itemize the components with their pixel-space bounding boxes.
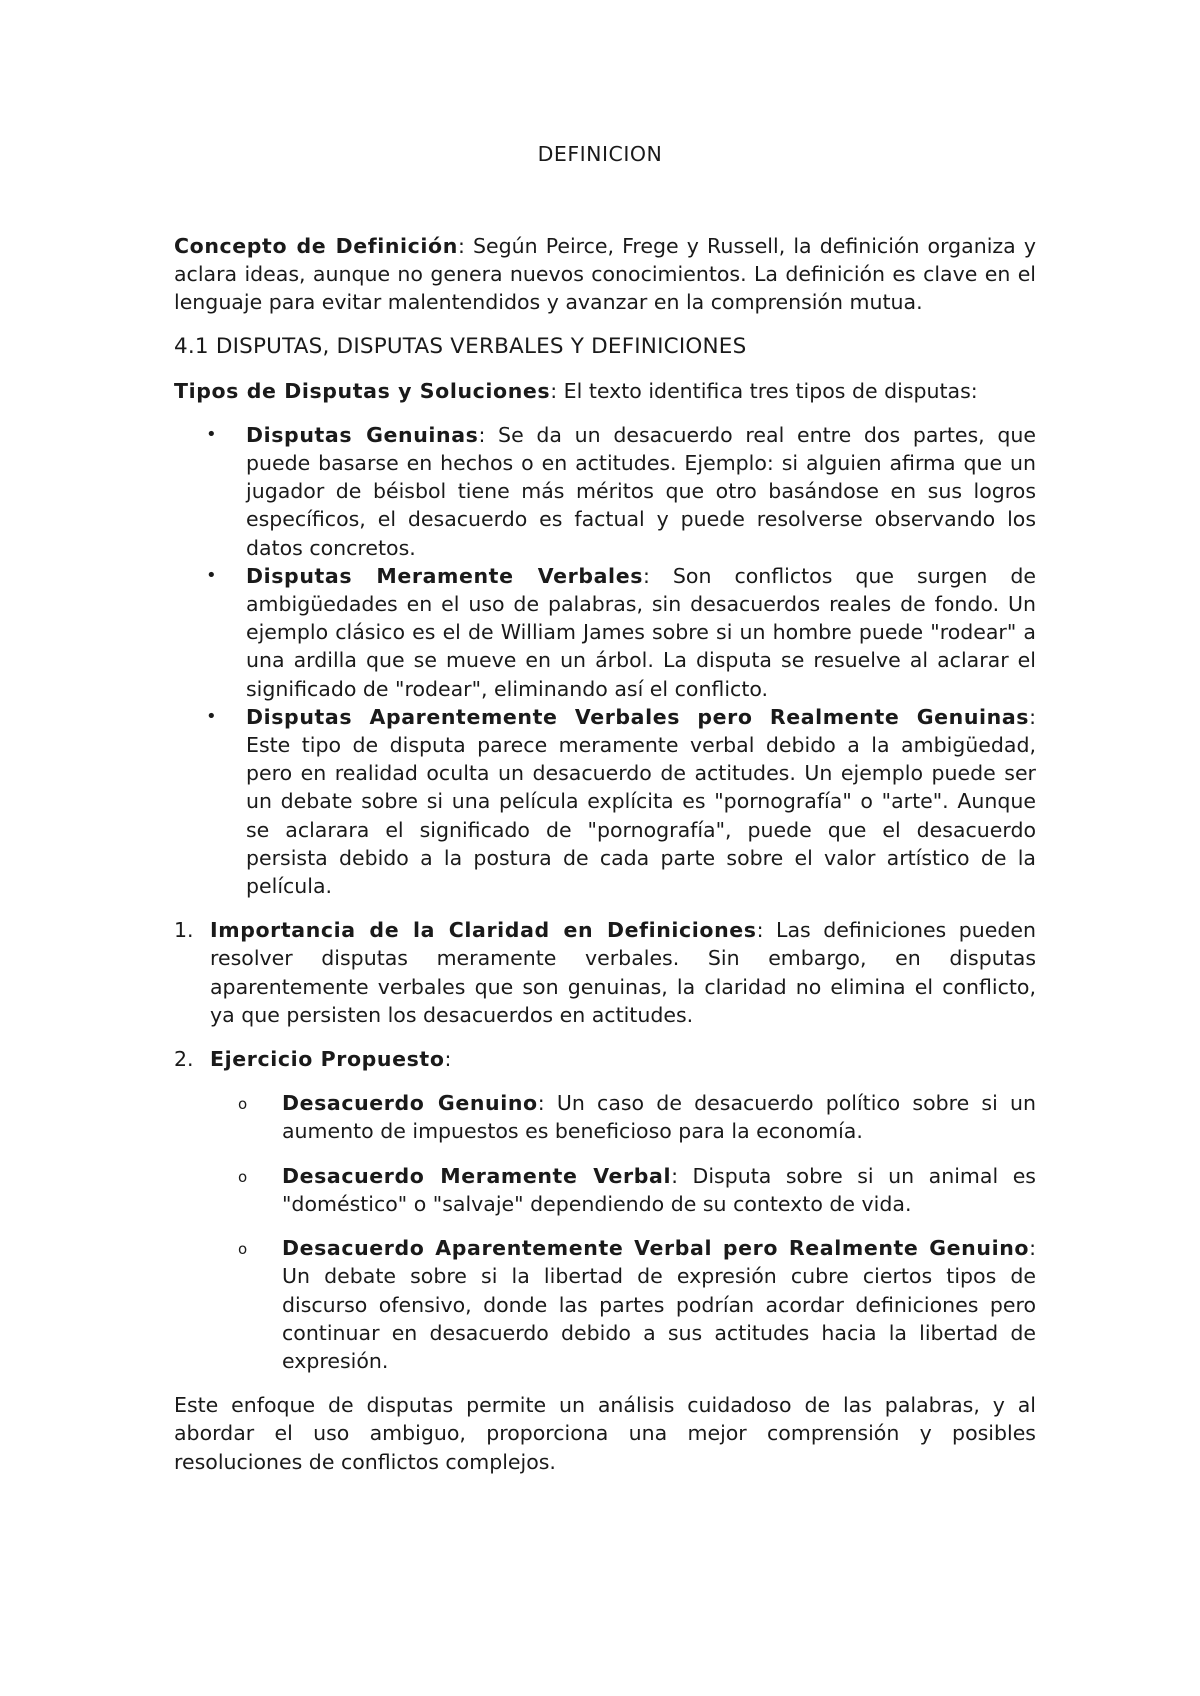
intro-term: Concepto de Definición xyxy=(174,234,458,258)
dispute-types-list xyxy=(174,421,1036,900)
conclusion-paragraph: Este enfoque de disputas permite un análisis cuidadoso de las palabras, y al abordar el uso ambiguo, proporciona una mejor comprensión y posibles resoluciones de conflictos complejos. xyxy=(174,1393,1036,1474)
numbered-item-term: Importancia de la Claridad en Definiciones xyxy=(210,918,757,943)
list-item-text: : Son conflictos que surgen de ambigüedades en el uso de palabras, sin desacuerdos reales de fondo. Un ejemplo clásico es el de William James sobre si un hombre puede "rodear" a una ardilla que se mueve en un árbol. La disputa se resuelve al aclarar el significado de "rodear", eliminando así el conflicto. xyxy=(246,563,1036,701)
list-item-term: Disputas Meramente Verbales xyxy=(246,563,643,588)
circle-bullet-icon: o xyxy=(238,1095,248,1114)
numbered-item-term: Ejercicio Propuesto xyxy=(210,1047,445,1072)
sublist-item-term: Desacuerdo Meramente Verbal xyxy=(282,1163,672,1188)
list-item-text: : Este tipo de disputa parece meramente verbal debido a la ambigüedad, pero en realidad oculta un desacuerdo de actitudes. Un ejemplo puede ser un debate sobre si una película explícita es "pornografía" o "arte". Aunque se aclarara el significado de "pornografía", puede que el desacuerdo persista debido a la postura de cada parte sobre el valor artístico de la película. xyxy=(246,704,1036,899)
numbered-list xyxy=(174,916,1036,1375)
numbered-item-text: : xyxy=(444,1047,452,1072)
circle-bullet-icon: o xyxy=(238,1167,248,1186)
numbered-item-text: : Las definiciones pueden resolver disputas meramente verbales. Sin embargo, en disputas aparentemente verbales que son genuinas, la claridad no elimina el conflicto, ya que persisten los desacuerdos en actitudes. xyxy=(210,918,1036,1027)
sublist-item-term: Desacuerdo Aparentemente Verbal pero Realmente Genuino xyxy=(282,1236,1030,1261)
bullet-icon: • xyxy=(206,564,217,586)
sublist-item xyxy=(210,1162,1036,1218)
list-item xyxy=(174,421,1036,562)
numbered-item xyxy=(174,916,1036,1029)
section-heading: 4.1 DISPUTAS, DISPUTAS VERBALES Y DEFINICIONES xyxy=(174,333,747,359)
circle-bullet-icon: o xyxy=(238,1240,248,1259)
sublist-item-term: Desacuerdo Genuino xyxy=(282,1091,538,1116)
tipos-paragraph xyxy=(174,377,1036,405)
document-title: DEFINICION xyxy=(537,142,663,166)
sublist-item-text: : Un debate sobre si la libertad de expresión cubre ciertos tipos de discurso ofensivo, donde las partes podrían acordar definiciones pero continuar en desacuerdo debido a sus actitudes hacia la libertad de expresión. xyxy=(282,1236,1036,1373)
numbered-item xyxy=(174,1045,1036,1375)
item-number: 1. xyxy=(174,918,194,943)
sublist-item xyxy=(210,1089,1036,1145)
list-item-text: : Se da un desacuerdo real entre dos partes, que puede basarse en hechos o en actitudes. Ejemplo: si alguien afirma que un jugador de béisbol tiene más méritos que otro basándose en sus logros específicos, el desacuerdo es factual y puede resolverse observando los datos concretos. xyxy=(246,422,1037,560)
intro-paragraph xyxy=(174,232,1036,317)
list-item xyxy=(174,562,1036,703)
exercise-sublist xyxy=(210,1089,1036,1375)
sublist-item-text: : Disputa sobre si un animal es "doméstico" o "salvaje" dependiendo de su contexto de vida. xyxy=(282,1163,1036,1216)
bullet-icon: • xyxy=(206,705,217,727)
list-item-term: Disputas Aparentemente Verbales pero Realmente Genuinas xyxy=(246,704,1030,729)
intro-text: : Según Peirce, Frege y Russell, la definición organiza y aclara ideas, aunque no genera nuevos conocimientos. La definición es clave en el lenguaje para evitar malentendidos y avanzar en la comprensión mutua. xyxy=(174,234,1036,315)
list-item xyxy=(174,703,1036,900)
sublist-item-text: : Un caso de desacuerdo político sobre si un aumento de impuestos es beneficioso para la economía. xyxy=(282,1091,1036,1144)
sublist-item xyxy=(210,1234,1036,1375)
item-number: 2. xyxy=(174,1047,194,1072)
document-body xyxy=(174,232,1036,1476)
bullet-icon: • xyxy=(206,423,217,445)
tipos-text: : El texto identifica tres tipos de disputas: xyxy=(550,378,978,403)
list-item-term: Disputas Genuinas xyxy=(246,422,479,447)
tipos-term: Tipos de Disputas y Soluciones xyxy=(174,378,551,403)
